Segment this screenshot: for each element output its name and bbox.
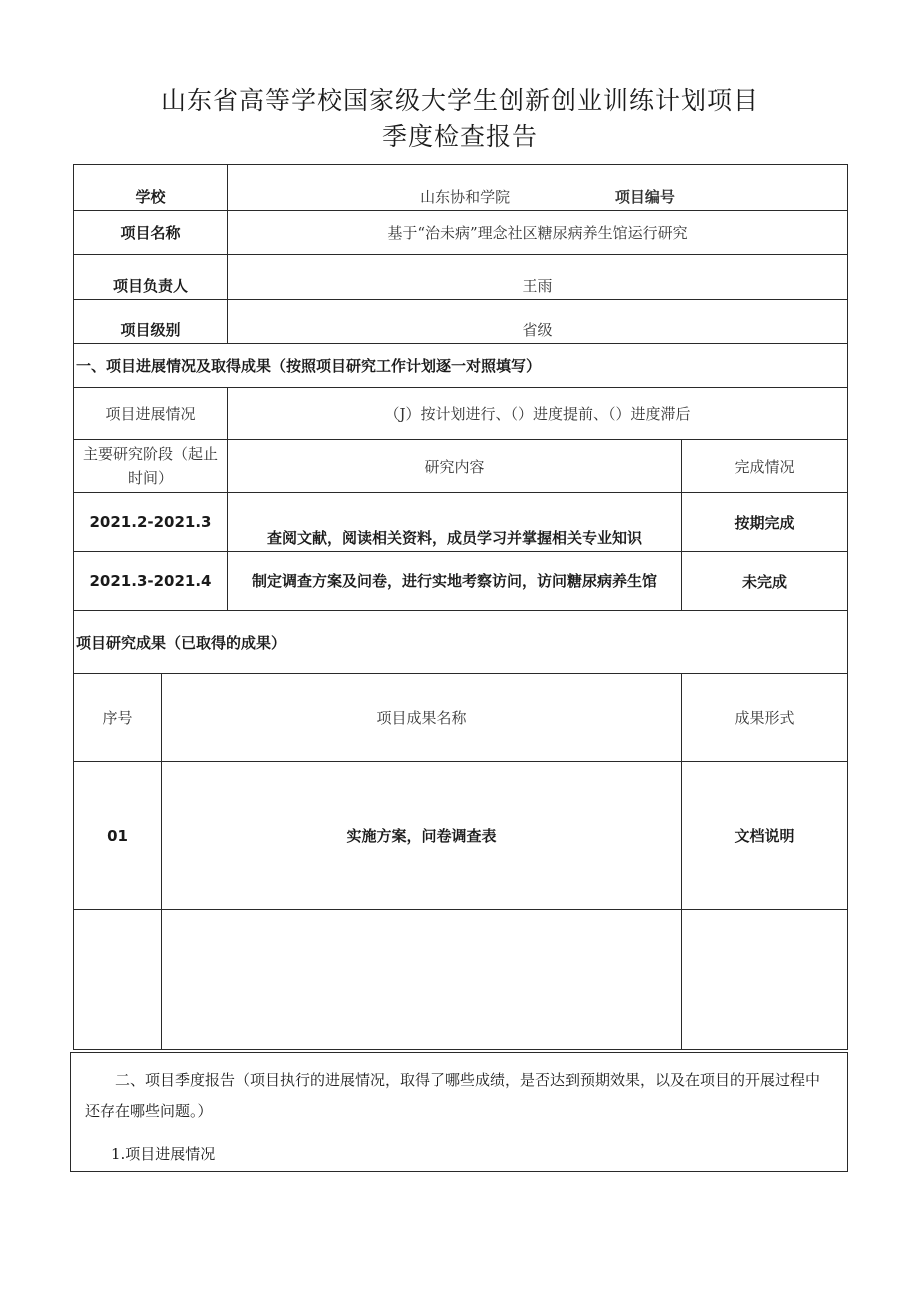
progress-status-options[interactable]: （J）按计划进行、（）进度提前、（）进度滞后 [228,388,848,440]
results-heading: 项目研究成果（已取得的成果） [74,611,848,674]
results-no-header: 序号 [74,674,162,762]
progress-label: 项目进展情况 [74,388,228,440]
progress-subheading: 1.项目进展情况 [111,1145,216,1163]
content-column-header: 研究内容 [228,440,682,493]
school-cell[interactable] [228,165,848,211]
result-form-empty[interactable] [682,910,848,1050]
report-form-table [73,164,848,1050]
stage-row [74,493,848,552]
project-name-label: 项目名称 [74,211,228,255]
quarterly-report-box[interactable] [70,1052,848,1172]
results-name-header: 项目成果名称 [162,674,682,762]
project-name-row [74,211,848,255]
document-subtitle: 季度检查报告 [381,122,538,151]
stage-period: 2021.2-2021.3 [74,493,228,552]
leader-label: 项目负责人 [74,255,228,300]
stage-status[interactable]: 未完成 [682,552,848,611]
school-label: 学校 [74,165,228,211]
level-value[interactable]: 省级 [228,300,848,344]
results-empty-row [74,910,848,1050]
school-row [74,165,848,211]
results-form-header: 成果形式 [682,674,848,762]
stage-content[interactable]: 制定调查方案及问卷，进行实地考察访问，访问糖尿病养生馆 [228,552,682,611]
results-heading-row [74,611,848,674]
document-title: 山东省高等学校国家级大学生创新创业训练计划项目 [160,86,759,115]
stage-content[interactable]: 查阅文献，阅读相关资料，成员学习并掌握相关专业知识 [228,493,682,552]
section1-heading-row [74,344,848,388]
status-column-header: 完成情况 [682,440,848,493]
school-value: 山东协和学院 [420,188,511,206]
stage-header-row [74,440,848,493]
result-name-empty[interactable] [162,910,682,1050]
section1-heading: 一、项目进展情况及取得成果（按照项目研究工作计划逐一对照填写） [74,344,848,388]
results-row [74,762,848,910]
project-name-value[interactable]: 基于“治未病”理念社区糖尿病养生馆运行研究 [228,211,848,255]
progress-row [74,388,848,440]
level-label: 项目级别 [74,300,228,344]
stage-status[interactable]: 按期完成 [682,493,848,552]
result-no-empty[interactable] [74,910,162,1050]
section2-heading: 二、项目季度报告（项目执行的进展情况，取得了哪些成绩，是否达到预期效果，以及在项目的开展过程中还存在哪些问题。） [85,1071,821,1120]
leader-row [74,255,848,300]
results-header-row [74,674,848,762]
stage-column-header: 主要研究阶段（起止时间） [74,440,228,493]
result-form[interactable]: 文档说明 [682,762,848,910]
result-name[interactable]: 实施方案，问卷调查表 [162,762,682,910]
level-row [74,300,848,344]
result-no: 01 [74,762,162,910]
stage-row [74,552,848,611]
leader-value[interactable]: 王雨 [228,255,848,300]
project-number-label: 项目编号 [614,188,675,206]
stage-period: 2021.3-2021.4 [74,552,228,611]
